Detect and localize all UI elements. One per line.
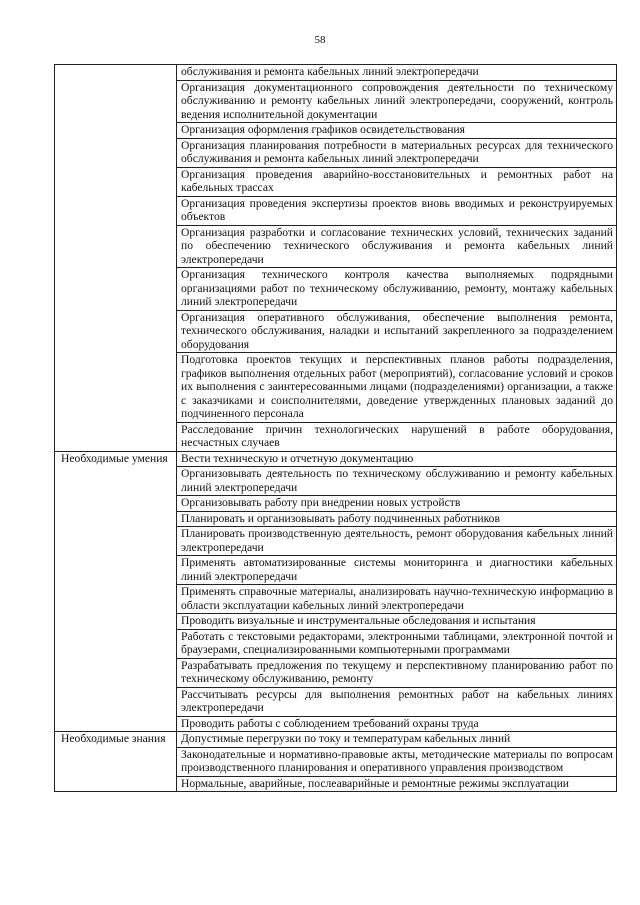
requirement-item: Организовывать работу при внедрении новых устройств [177,496,617,512]
requirements-table [54,64,617,792]
requirement-item: Применять автоматизированные системы мониторинга и диагностики кабельных линий электропередачи [177,556,617,585]
section-label: Необходимые умения [55,451,177,732]
requirement-item: Организация проведения аварийно-восстановительных и ремонтных работ на кабельных трассах [177,167,617,196]
requirement-item: обслуживания и ремонта кабельных линий электропередачи [177,65,617,81]
requirement-item: Организация оформления графиков освидетельствования [177,123,617,139]
requirement-item: Организация разработки и согласование технических условий, технических заданий по обеспечению технического обслуживания и ремонта кабельных линий электропередачи [177,225,617,268]
table-row [55,65,617,81]
requirement-item: Организовывать деятельность по техническому обслуживанию и ремонту кабельных линий электропередачи [177,467,617,496]
requirement-item: Работать с текстовыми редакторами, электронными таблицами, электронной почтой и браузерами, специализированными компьютерными программами [177,629,617,658]
requirement-item: Рассчитывать ресурсы для выполнения ремонтных работ на кабельных линиях электропередачи [177,687,617,716]
requirement-item: Допустимые перегрузки по току и температурам кабельных линий [177,732,617,748]
requirement-item: Законодательные и нормативно-правовые акты, методические материалы по вопросам производственного планирования и оперативного управления производством [177,747,617,776]
requirement-item: Организация оперативного обслуживания, обеспечение выполнения ремонта, технического обслуживания, наладки и испытаний закрепленного за подразделением оборудования [177,310,617,353]
requirement-item: Планировать производственную деятельность, ремонт оборудования кабельных линий электропередачи [177,527,617,556]
section-label [55,65,177,452]
requirement-item: Нормальные, аварийные, послеаварийные и ремонтные режимы эксплуатации [177,776,617,792]
table-row [55,451,617,467]
requirement-item: Организация проведения экспертизы проектов вновь вводимых и реконструируемых объектов [177,196,617,225]
requirement-item: Проводить визуальные и инструментальные обследования и испытания [177,614,617,630]
requirement-item: Разрабатывать предложения по текущему и перспективному планированию работ по техническому обслуживанию, ремонту [177,658,617,687]
requirement-item: Организация планирования потребности в материальных ресурсах для технического обслуживания и ремонта кабельных линий электропередачи [177,138,617,167]
page-number: 58 [314,34,326,46]
requirement-item: Проводить работы с соблюдением требований охраны труда [177,716,617,732]
requirement-item: Планировать и организовывать работу подчиненных работников [177,511,617,527]
requirement-item: Вести техническую и отчетную документацию [177,451,617,467]
requirement-item: Подготовка проектов текущих и перспективных планов работы подразделения, графиков выполнения отдельных работ (мероприятий), согласование условий и сроков их выполнения с заинтересованными лицами (подразделениями) организации, а также с заказчиками и соисполнителями, доведение утвержденных плановых заданий до подчиненного персонала [177,353,617,423]
requirement-item: Применять справочные материалы, анализировать научно-техническую информацию в области эксплуатации кабельных линий электропередачи [177,585,617,614]
requirements-table-body [55,65,617,792]
table-row [55,732,617,748]
requirement-item: Организация технического контроля качества выполняемых подрядными организациями работ по техническому обслуживанию, ремонту, монтажу кабельных линий электропередачи [177,268,617,311]
requirement-item: Организация документационного сопровождения деятельности по техническому обслуживанию и ремонту кабельных линий электропередачи, сооружений, контроль ведения исполнительной документации [177,80,617,123]
section-label: Необходимые знания [55,732,177,792]
requirement-item: Расследование причин технологических нарушений в работе оборудования, несчастных случаев [177,422,617,451]
